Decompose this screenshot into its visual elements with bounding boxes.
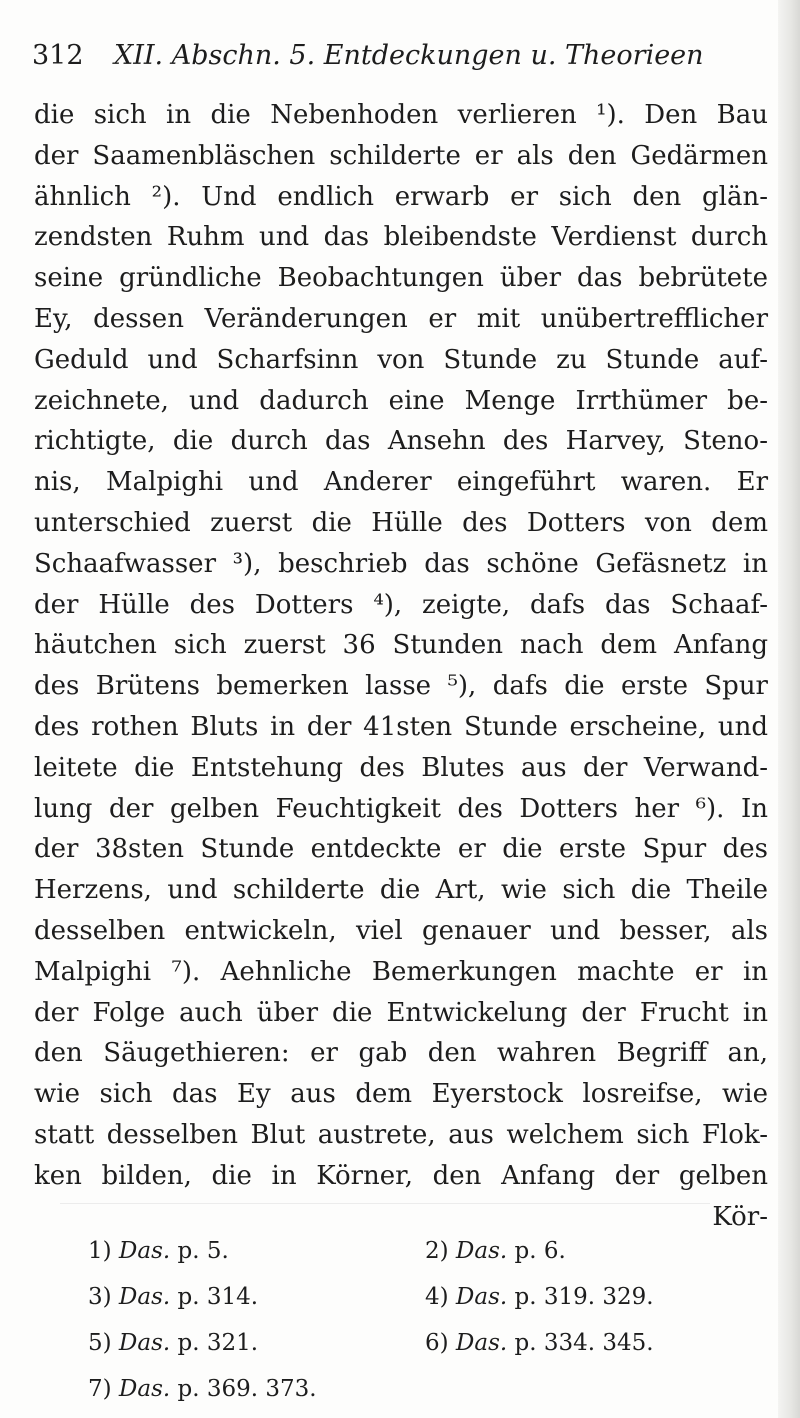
page-edge-shadow <box>778 0 800 1418</box>
text-line: den Säugethieren: er gab den wahren Begriff an, <box>34 1038 768 1069</box>
footnote-mark: 3) <box>88 1284 112 1310</box>
footnote-text: p. 5. <box>177 1238 229 1264</box>
footnote-text: p. 6. <box>514 1238 566 1264</box>
footnote-2 <box>425 1228 566 1274</box>
footnote-ref: Das. <box>118 1238 171 1264</box>
footnote-4 <box>425 1274 654 1320</box>
text-line: statt desselben Blut austrete, aus welchem sich Flok- <box>34 1119 768 1150</box>
text-line: leitete die Entstehung des Blutes aus der Verwand- <box>34 752 768 783</box>
text-line: zeichnete, und dadurch eine Menge Irrthümer be- <box>34 385 768 416</box>
text-line: des Brütens bemerken lasse ⁵), dafs die erste Spur <box>34 671 768 702</box>
footnote-ref: Das. <box>455 1238 508 1264</box>
footnote-5 <box>88 1320 258 1366</box>
text-line: Schaafwasser ³), beschrieb das schöne Gefäsnetz in <box>34 548 768 579</box>
text-line: häutchen sich zuerst 36 Stunden nach dem Anfang <box>34 630 768 661</box>
text-line: richtigte, die durch das Ansehn des Harvey, Steno- <box>34 426 768 457</box>
footnote-mark: 2) <box>425 1238 449 1264</box>
footnote-ref: Das. <box>118 1330 171 1356</box>
footnote-3 <box>88 1274 258 1320</box>
footnote-mark: 4) <box>425 1284 449 1310</box>
footnote-mark: 5) <box>88 1330 112 1356</box>
text-line: ken bilden, die in Körner, den Anfang der gelben <box>34 1160 768 1191</box>
footnote-text: p. 314. <box>177 1284 259 1310</box>
body-text <box>34 95 768 1237</box>
footnote-6 <box>425 1320 654 1366</box>
footnote-ref: Das. <box>118 1376 171 1402</box>
text-line: wie sich das Ey aus dem Eyerstock losreifse, wie <box>34 1079 768 1110</box>
footnote-text: p. 319. 329. <box>514 1284 654 1310</box>
footnote-ref: Das. <box>455 1284 508 1310</box>
text-line: der Hülle des Dotters ⁴), zeigte, dafs das Schaaf- <box>34 589 768 620</box>
text-line: Geduld und Scharfsinn von Stunde zu Stunde auf- <box>34 344 768 375</box>
text-line: seine gründliche Beobachtungen über das bebrütete <box>34 263 768 294</box>
text-line: der Saamenbläschen schilderte er als den Gedärmen <box>34 140 768 171</box>
text-line: desselben entwickeln, viel genauer und besser, als <box>34 915 768 946</box>
footnote-mark: 1) <box>88 1238 112 1264</box>
footnote-divider <box>60 1203 710 1204</box>
text-line: der 38sten Stunde entdeckte er die erste Spur des <box>34 834 768 865</box>
text-line: lung der gelben Feuchtigkeit des Dotters her ⁶). In <box>34 793 768 824</box>
text-line: ähnlich ²). Und endlich erwarb er sich den glän- <box>34 181 768 212</box>
footnote-text: p. 321. <box>177 1330 259 1356</box>
text-line: Ey, dessen Veränderungen er mit unübertrefflicher <box>34 303 768 334</box>
catchword: Kör- <box>712 1201 768 1232</box>
footnote-ref: Das. <box>118 1284 171 1310</box>
text-line: der Folge auch über die Entwickelung der Frucht in <box>34 997 768 1028</box>
footnote-mark: 7) <box>88 1376 112 1402</box>
footnote-7 <box>88 1366 317 1412</box>
footnote-ref: Das. <box>455 1330 508 1356</box>
running-title: XII. Abschn. 5. Entdeckungen u. Theorieen <box>114 40 704 71</box>
footnote-text: p. 334. 345. <box>514 1330 654 1356</box>
text-line: Herzens, und schilderte die Art, wie sich die Theile <box>34 875 768 906</box>
text-line: zendsten Ruhm und das bleibendste Verdienst durch <box>34 222 768 253</box>
text-line: die sich in die Nebenhoden verlieren ¹). Den Bau <box>34 100 768 130</box>
page-number: 312 <box>32 40 84 71</box>
text-line: des rothen Bluts in der 41sten Stunde erscheine, und <box>34 711 768 742</box>
text-line: unterschied zuerst die Hülle des Dotters von dem <box>34 507 768 538</box>
footnote-1 <box>88 1228 229 1274</box>
running-header <box>32 40 732 80</box>
footnote-text: p. 369. 373. <box>177 1376 317 1402</box>
text-line: nis, Malpighi und Anderer eingeführt waren. Er <box>34 467 768 498</box>
footnote-mark: 6) <box>425 1330 449 1356</box>
text-line: Malpighi ⁷). Aehnliche Bemerkungen machte er in <box>34 956 768 987</box>
